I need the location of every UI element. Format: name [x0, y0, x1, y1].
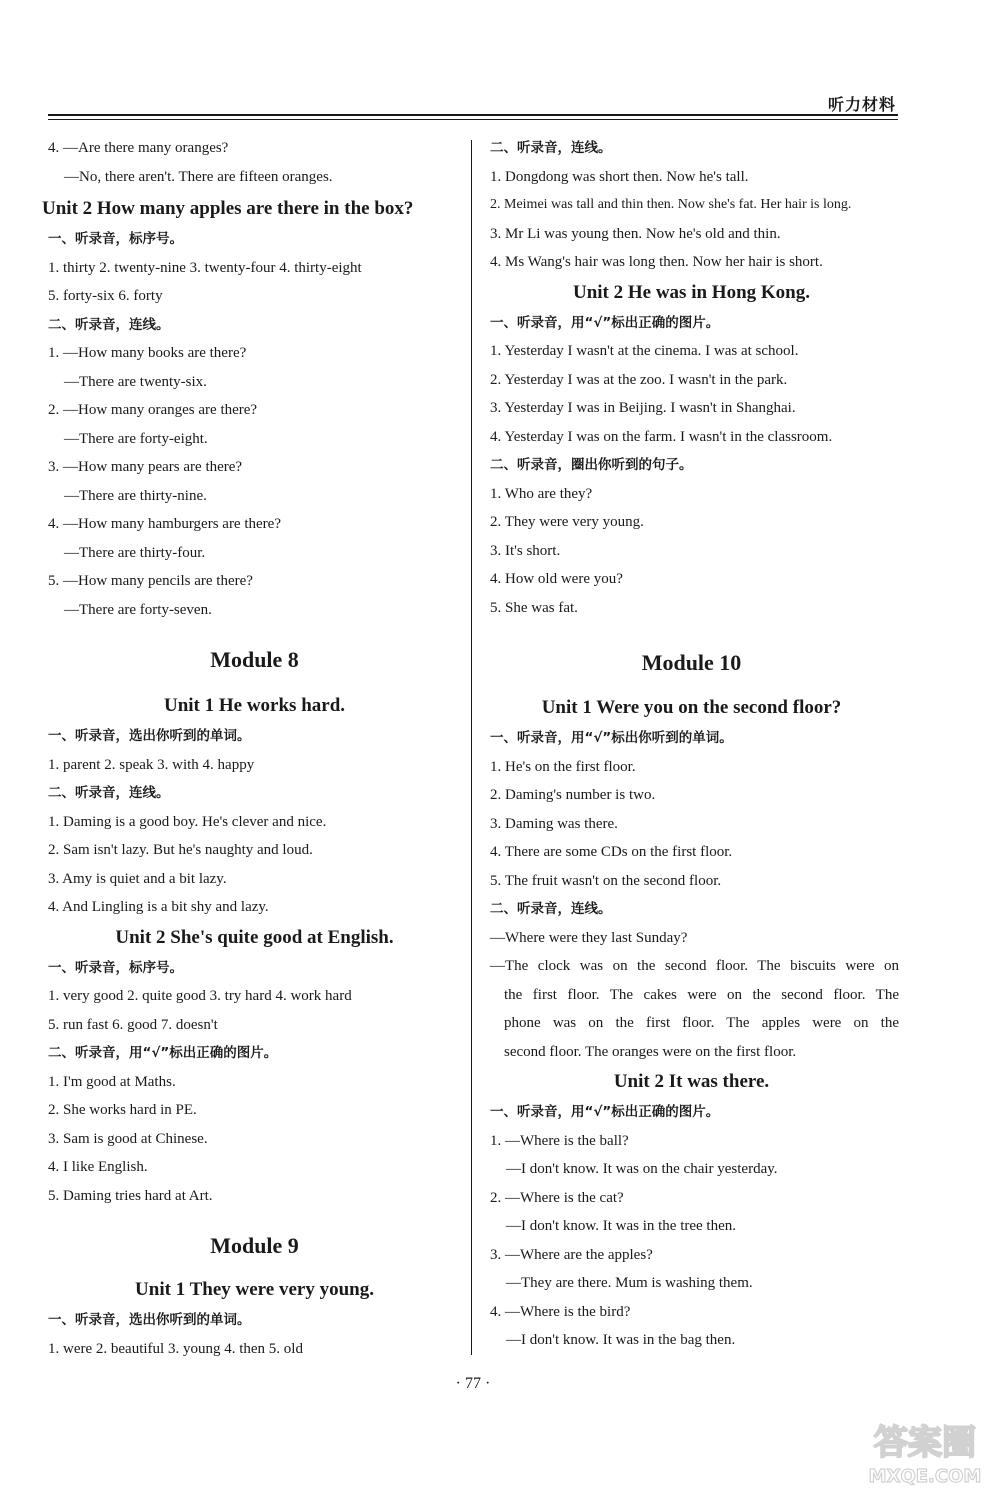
text-line: —I don't know. It was in the bag then. — [506, 1332, 736, 1348]
text-line: 2. Meimei was tall and thin then. Now she's fat. Her hair is long. — [490, 197, 852, 212]
text-line: 5. Daming tries hard at Art. — [48, 1187, 213, 1204]
text-line: —I don't know. It was in the tree then. — [506, 1218, 737, 1234]
text-line: 3. —Where are the apples? — [490, 1246, 653, 1263]
text-line: 3. Daming was there. — [490, 815, 618, 832]
text-line: 3. Amy is quiet and a bit lazy. — [48, 870, 227, 887]
unit-heading: Unit 1 He works hard. — [163, 695, 346, 716]
left-column — [42, 134, 467, 1363]
text-line: 1. thirty 2. twenty-nine 3. twenty-four 4. thirty-eight — [48, 259, 362, 276]
section-heading: 二、听录音，连线。 — [490, 140, 612, 156]
text-line: 5. forty-six 6. forty — [48, 288, 163, 304]
text-line: —They are there. Mum is washing them. — [506, 1275, 753, 1291]
text-line: 4. There are some CDs on the first floor. — [490, 844, 733, 860]
text-line: phone was on the first floor. The apples were on the — [504, 1015, 899, 1031]
text-line: 1. Who are they? — [490, 485, 593, 502]
text-line: the first floor. The cakes were on the second floor. The — [504, 986, 899, 1003]
section-heading: 二、听录音，连线。 — [48, 785, 170, 801]
text-line: 4. Ms Wang's hair was long then. Now her hair is short. — [490, 254, 823, 270]
section-heading: 一、听录音，标序号。 — [48, 959, 183, 976]
text-line: 2. —Where is the cat? — [490, 1189, 624, 1206]
text-line: 2. They were very young. — [490, 514, 644, 530]
column-divider — [471, 140, 472, 1355]
text-line: —There are thirty-nine. — [64, 487, 207, 504]
text-line: 1. Yesterday I wasn't at the cinema. I was at school. — [490, 343, 799, 359]
text-line: 2. She works hard in PE. — [48, 1102, 197, 1118]
text-line: 4. —How many hamburgers are there? — [48, 516, 281, 532]
text-line: —There are forty-seven. — [64, 601, 212, 618]
text-line: —No, there aren't. There are fifteen oranges. — [64, 168, 333, 185]
text-line: 4. How old were you? — [490, 571, 623, 587]
header-title: 听力材料 — [827, 95, 896, 114]
header-rule-thin — [48, 119, 898, 120]
header-rule-thick — [48, 114, 898, 116]
text-line: second floor. The oranges were on the first floor. — [504, 1043, 797, 1060]
unit-heading: Unit 2 He was in Hong Kong. — [572, 281, 810, 303]
text-line: 4. Yesterday I was on the farm. I wasn't in the classroom. — [490, 428, 833, 445]
text-line: —There are twenty-six. — [64, 373, 207, 390]
text-line: 1. Daming is a good boy. He's clever and nice. — [48, 813, 327, 830]
text-line: 4. —Where is the bird? — [490, 1303, 631, 1320]
text-line: 3. —How many pears are there? — [48, 459, 243, 475]
text-line: 1. —Where is the ball? — [490, 1132, 629, 1149]
page-number: · 77 · — [455, 1375, 491, 1392]
text-line: —The clock was on the second floor. The biscuits were on — [490, 958, 899, 974]
text-line: 3. It's short. — [490, 542, 561, 559]
section-heading: 二、听录音，连线。 — [48, 316, 170, 333]
text-line: 2. Yesterday I was at the zoo. I wasn't in the park. — [490, 371, 788, 388]
text-line: —There are thirty-four. — [64, 544, 206, 561]
section-heading: 二、听录音，用“√”标出正确的图片。 — [48, 1045, 278, 1061]
text-line: 3. Sam is good at Chinese. — [48, 1130, 208, 1147]
text-line: 4. I like English. — [48, 1159, 148, 1175]
text-line: 4. And Lingling is a bit shy and lazy. — [48, 899, 269, 915]
module-heading: Module 8 — [210, 647, 299, 672]
unit-heading: Unit 2 She's quite good at English. — [115, 926, 394, 948]
text-line: 2. —How many oranges are there? — [48, 402, 258, 418]
text-line: 4. —Are there many oranges? — [48, 140, 229, 156]
text-line: 1. He's on the first floor. — [490, 758, 636, 775]
watermark-site: MXQE.COM — [868, 1466, 982, 1487]
unit-heading: Unit 2 How many apples are there in the box? — [42, 198, 414, 219]
text-line: 5. The fruit wasn't on the second floor. — [490, 872, 722, 889]
section-heading: 一、听录音，选出你听到的单词。 — [48, 1312, 251, 1328]
right-column — [484, 134, 899, 1355]
section-heading: 二、听录音，圈出你听到的句子。 — [490, 457, 693, 473]
section-heading: 一、听录音，用“√”标出正确的图片。 — [490, 314, 720, 331]
text-line: 1. were 2. beautiful 3. young 4. then 5. old — [48, 1340, 303, 1357]
text-line: 1. I'm good at Maths. — [48, 1073, 176, 1090]
section-heading: 一、听录音，选出你听到的单词。 — [48, 728, 251, 744]
unit-heading: Unit 2 It was there. — [613, 1071, 770, 1092]
text-line: —There are forty-eight. — [64, 430, 208, 447]
module-heading: Module 9 — [210, 1233, 299, 1258]
text-line: 2. Daming's number is two. — [490, 787, 656, 803]
text-line: 1. Dongdong was short then. Now he's tall. — [490, 168, 749, 185]
module-heading: Module 10 — [641, 650, 742, 675]
text-line: 5. —How many pencils are there? — [48, 573, 253, 589]
section-heading: 一、听录音，标序号。 — [48, 231, 183, 247]
text-line: 1. parent 2. speak 3. with 4. happy — [48, 756, 255, 773]
text-line: —I don't know. It was on the chair yesterday. — [506, 1161, 778, 1177]
text-line: 5. run fast 6. good 7. doesn't — [48, 1016, 218, 1033]
text-line: 3. Mr Li was young then. Now he's old and thin. — [490, 225, 781, 242]
section-heading: 一、听录音，用“√”标出正确的图片。 — [490, 1104, 720, 1120]
watermark-logo — [856, 1412, 994, 1490]
text-line: —Where were they last Sunday? — [490, 929, 688, 946]
section-heading: 一、听录音，用“√”标出你听到的单词。 — [490, 730, 733, 746]
text-line: 5. She was fat. — [490, 599, 578, 616]
text-line: 1. —How many books are there? — [48, 345, 247, 361]
text-line: 3. Yesterday I was in Beijing. I wasn't in Shanghai. — [490, 400, 796, 416]
text-line: 2. Sam isn't lazy. But he's naughty and loud. — [48, 842, 313, 858]
unit-heading: Unit 1 Were you on the second floor? — [541, 697, 842, 718]
watermark-text: 答案圈 — [874, 1423, 976, 1463]
text-line: 1. very good 2. quite good 3. try hard 4. work hard — [48, 988, 352, 1004]
unit-heading: Unit 1 They were very young. — [135, 1279, 374, 1300]
section-heading: 二、听录音，连线。 — [490, 901, 612, 917]
